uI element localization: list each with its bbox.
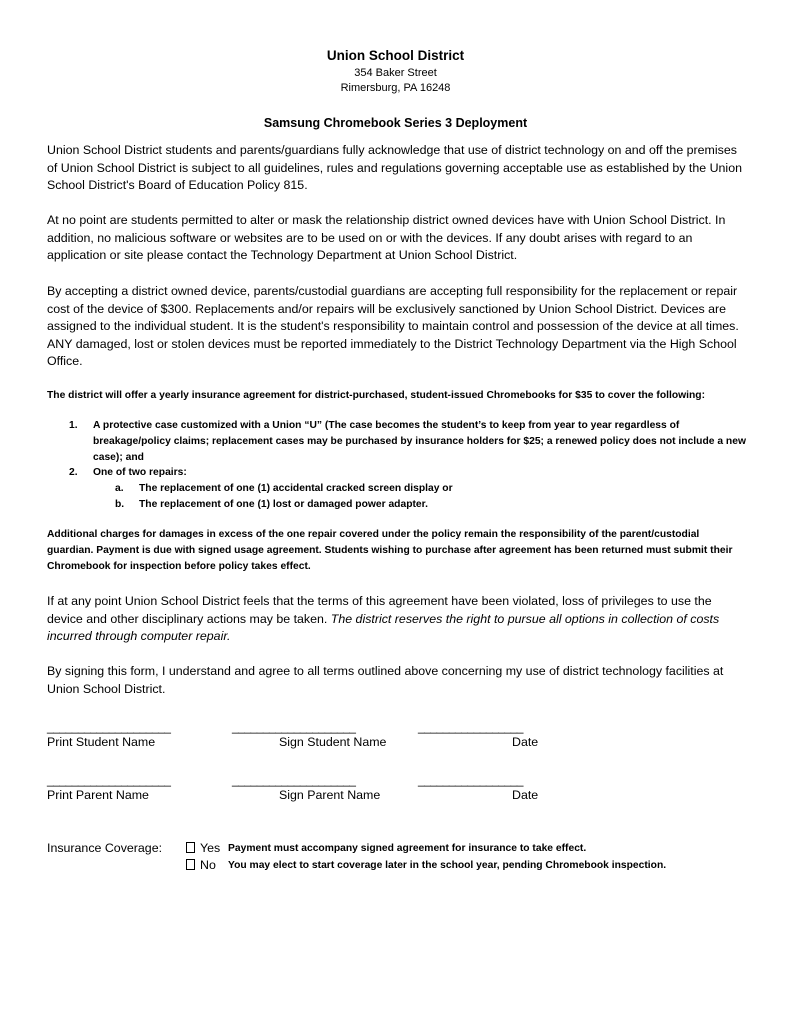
student-date-label: Date (512, 735, 539, 749)
print-student-name-label: Print Student Name (47, 735, 156, 749)
sign-student-name-line[interactable]: ____________________ (232, 720, 356, 734)
insurance-yes-option[interactable] (186, 841, 220, 855)
parent-date-label: Date (512, 788, 539, 802)
list-item-number: 2. (69, 467, 78, 478)
paragraph-violation (47, 593, 747, 646)
signature-row-student (0, 720, 791, 760)
insurance-intro: The district will offer a yearly insurance agreement for district-purchased, student-issued Chromebooks for $35 to cover the following: (47, 390, 705, 401)
address-line-2: Rimersburg, PA 16248 (340, 82, 451, 94)
list-item-number: 1. (69, 420, 78, 431)
sign-parent-name-line[interactable]: ____________________ (232, 773, 356, 787)
insurance-no-option[interactable] (186, 858, 216, 872)
paragraph-acceptable-use: Union School District students and parents/guardians fully acknowledge that use of district technology on and off the premises of Union School District is subject to all guidelines, rules and regulations governing acceptable use as established by the Union School District's Board of Education Policy 815. (47, 143, 742, 192)
print-parent-name-label: Print Parent Name (47, 788, 149, 802)
student-date-line[interactable]: _________________ (418, 720, 523, 734)
list-item-protective-case: A protective case customized with a Union “U” (The case becomes the student’s to keep from year to year regardless of breakage/policy claims; replacement cases may be purchased by insurance holders for $25; a renewed policy does not include a new case); and (93, 420, 746, 463)
list-item-repairs: One of two repairs: (93, 467, 187, 478)
no-checkbox-icon[interactable] (186, 859, 195, 870)
document-title: Samsung Chromebook Series 3 Deployment (263, 116, 528, 130)
signature-row-parent (0, 773, 791, 813)
sub-item-letter: b. (115, 499, 125, 510)
sub-item-screen: The replacement of one (1) accidental cracked screen display or (139, 483, 453, 494)
paragraph-responsibility: By accepting a district owned device, parents/custodial guardians are accepting full responsibility for the replacement or repair cost of the device of $300. Replacements and/or repairs will be exclusively sanctioned by Union School District. Devices are assigned to the individual student. It is the student's responsibility to maintain control and possession of the device at all times. ANY damaged, lost or stolen devices must be reported immediately to the District Technology Department via the High School Office. (47, 284, 739, 368)
paragraph-agreement: By signing this form, I understand and agree to all terms outlined above concerning my use of district technology facilities at Union School District. (47, 664, 724, 696)
address-line-1: 354 Baker Street (354, 67, 437, 79)
sub-item-adapter: The replacement of one (1) lost or damaged power adapter. (139, 499, 428, 510)
insurance-no-note: You may elect to start coverage later in the school year, pending Chromebook inspection. (228, 860, 667, 871)
insurance-yes-label: Yes (200, 841, 221, 855)
sign-student-name-label: Sign Student Name (279, 735, 387, 749)
paragraph-device-integrity: At no point are students permitted to alter or mask the relationship district owned devices have with Union School District. In addition, no malicious software or websites are to be used on or with the devices. If any doubt arises with regard to an application or site please contact the Technology Department at Union School District. (47, 213, 726, 262)
organization-name: Union School District (326, 48, 465, 63)
yes-checkbox-icon[interactable] (186, 842, 195, 853)
parent-date-line[interactable]: _________________ (418, 773, 523, 787)
print-student-name-line[interactable]: ____________________ (47, 720, 171, 734)
sub-item-letter: a. (115, 483, 124, 494)
sign-parent-name-label: Sign Parent Name (279, 788, 381, 802)
violation-italic-text: The district reserves the right to pursue all options in collection of costs incurred through computer repair. (47, 611, 720, 643)
insurance-no-label: No (200, 858, 216, 872)
violation-text: If at any point Union School District feels that the terms of this agreement have been violated, loss of privileges to use the device and other disciplinary actions may be taken. (47, 594, 712, 626)
print-parent-name-line[interactable]: ____________________ (47, 773, 171, 787)
insurance-coverage-label: Insurance Coverage: (47, 841, 163, 855)
additional-charges: Additional charges for damages in excess of the one repair covered under the policy remain the responsibility of the parent/custodial guardian. Payment is due with signed usage agreement. Students wishing to purchase after agreement has been returned must submit their Chromebook for inspection before policy takes effect. (47, 529, 733, 572)
insurance-yes-note: Payment must accompany signed agreement for insurance to take effect. (228, 843, 587, 854)
